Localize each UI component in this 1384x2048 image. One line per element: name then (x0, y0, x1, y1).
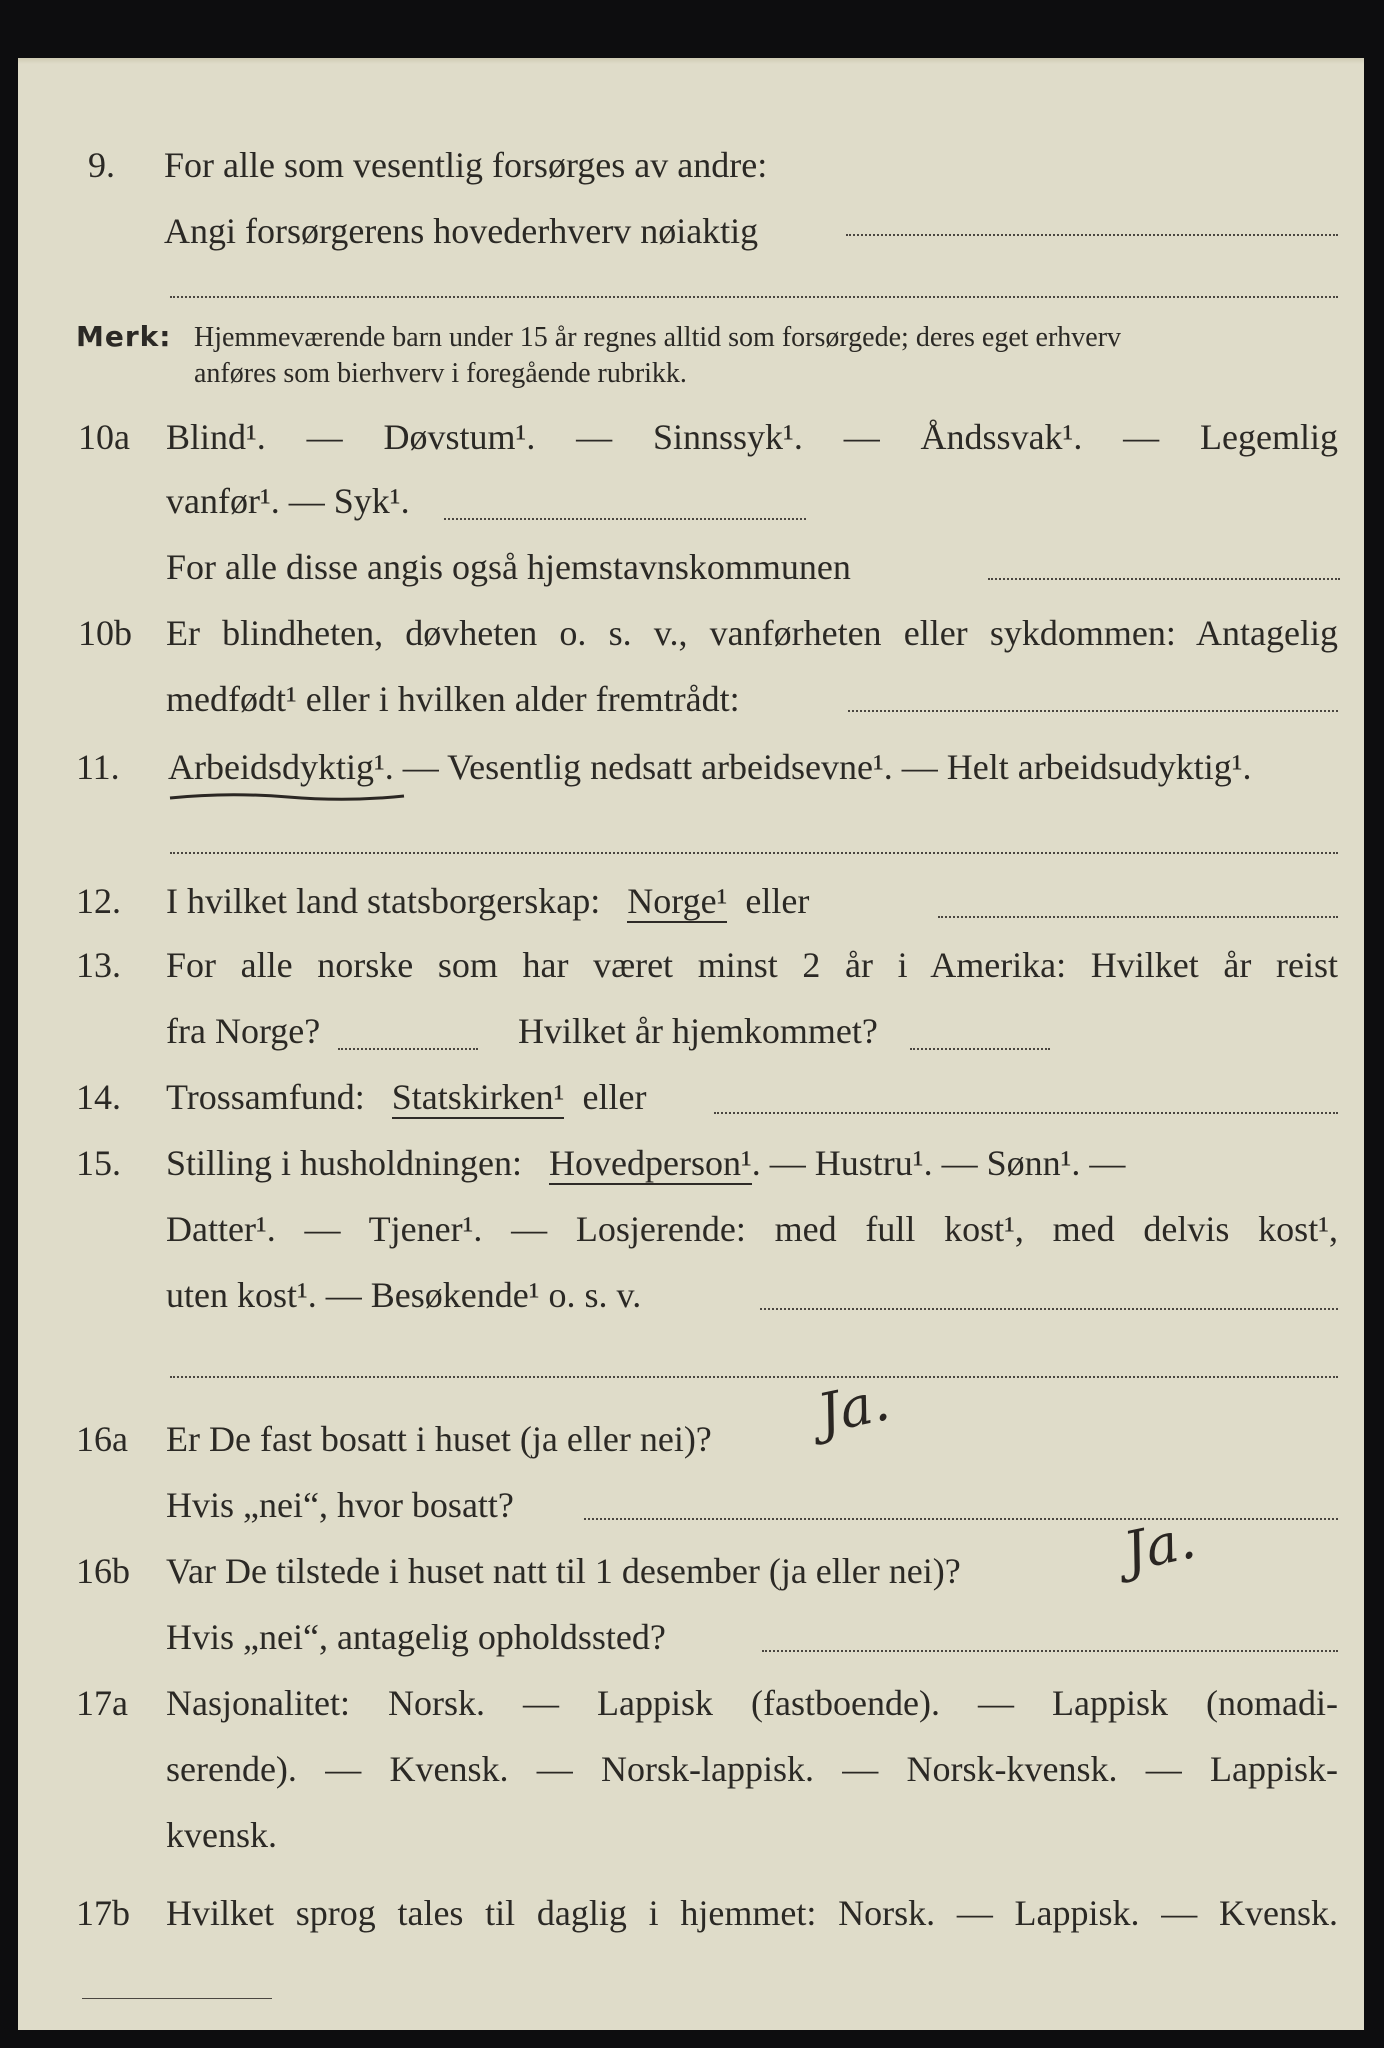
q14-prefix: Trossamfund: (166, 1077, 365, 1117)
q15-line2: Datter¹. — Tjener¹. — Losjerende: med full kost¹, med delvis kost¹, (166, 1209, 1338, 1249)
item-number: 17a (76, 1683, 128, 1723)
answer-dotted-line[interactable] (938, 916, 1338, 918)
q14-suffix: eller (582, 1077, 647, 1117)
answer-dotted-line[interactable] (760, 1308, 1338, 1310)
q15-line1 (166, 1142, 1125, 1184)
answer-dotted-line[interactable] (910, 1048, 1050, 1050)
q12-suffix: eller (745, 881, 810, 921)
note-line1: Hjemmeværende barn under 15 år regnes alltid som forsørgede; deres eget erhverv (194, 322, 1122, 353)
q12-prefix: I hvilket land statsborgerskap: (166, 881, 601, 921)
q16a-line1: Er De fast bosatt i huset (ja eller nei)? (166, 1419, 712, 1459)
q10b-line1: Er blindheten, døvheten o. s. v., vanførheten eller sykdommen: Antagelig (166, 613, 1338, 653)
q11-rest: . — Vesentlig nedsatt arbeidsevne¹. — Helt arbeidsudyktig¹. (384, 747, 1252, 787)
item-number: 12. (76, 881, 121, 921)
q13-line1: For alle norske som har været minst 2 år i Amerika: Hvilket år reist (166, 945, 1338, 985)
answer-dotted-line[interactable] (584, 1518, 1338, 1520)
q17a-line3: kvensk. (166, 1815, 277, 1855)
q15-line3: uten kost¹. — Besøkende¹ o. s. v. (166, 1275, 642, 1315)
q15-prefix: Stilling i husholdningen: (166, 1143, 523, 1183)
answer-dotted-line[interactable] (988, 578, 1340, 580)
answer-dotted-line[interactable] (846, 234, 1338, 236)
answer-dotted-line[interactable] (714, 1112, 1338, 1114)
answer-dotted-line[interactable] (762, 1650, 1338, 1652)
selected-option: Hovedperson¹ (549, 1143, 752, 1183)
answer-dotted-line[interactable] (444, 518, 806, 520)
q10a-line1: Blind¹. — Døvstum¹. — Sinnssyk¹. — Åndssvak¹. — Legemlig (166, 417, 1338, 457)
q16b-line1: Var De tilstede i huset natt til 1 desember (ja eller nei)? (166, 1551, 961, 1591)
handwritten-answer: Ja. (1118, 1507, 1201, 1584)
item-number: 16b (76, 1551, 130, 1591)
q17b-line1: Hvilket sprog tales til daglig i hjemmet: Norsk. — Lappisk. — Kvensk. (166, 1893, 1338, 1933)
answer-dotted-line[interactable] (848, 710, 1338, 712)
hand-underline-mark (168, 790, 408, 804)
note-line2: anføres som bierhverv i foregående rubrikk. (194, 358, 687, 389)
answer-dotted-line[interactable] (338, 1048, 478, 1050)
q16b-line2: Hvis „nei“, antagelig opholdssted? (166, 1617, 666, 1657)
item-number: 11. (76, 747, 120, 787)
answer-dotted-line[interactable] (170, 1376, 1338, 1378)
q15-rest: . — Hustru¹. — Sønn¹. — (751, 1143, 1126, 1183)
item-number: 9. (88, 145, 115, 185)
handwritten-answer: Ja. (812, 1369, 895, 1446)
item-number: 15. (76, 1143, 121, 1183)
item-number: 16a (76, 1419, 128, 1459)
answer-dotted-line[interactable] (170, 852, 1338, 854)
census-form-page (18, 58, 1364, 2030)
answer-dotted-line[interactable] (170, 296, 1338, 298)
item-number: 10a (78, 417, 130, 457)
q17a-line1: Nasjonalitet: Norsk. — Lappisk (fastboende). — Lappisk (nomadi- (166, 1683, 1338, 1723)
q12-line (166, 880, 809, 922)
item-number: 10b (78, 613, 132, 653)
q17a-line2: serende). — Kvensk. — Norsk-lappisk. — Norsk-kvensk. — Lappisk- (166, 1749, 1338, 1789)
q10a-line3: For alle disse angis også hjemstavnskommunen (166, 547, 851, 587)
selected-option: Statskirken¹ (391, 1077, 565, 1117)
selected-option: Norge¹ (627, 881, 728, 921)
page-edge (18, 58, 1364, 64)
q13-line2a: fra Norge? (166, 1011, 321, 1051)
q13-line2b: Hvilket år hjemkommet? (518, 1011, 878, 1051)
q14-line (166, 1076, 646, 1118)
q9-line2: Angi forsørgerens hovederhverv nøiaktig (164, 211, 759, 251)
footnote-rule (82, 1998, 272, 1999)
item-number: 14. (76, 1077, 121, 1117)
q10b-line2: medfødt¹ eller i hvilken alder fremtrådt: (166, 679, 740, 719)
q9-line1: For alle som vesentlig forsørges av andre: (164, 145, 768, 185)
item-number: 17b (76, 1893, 130, 1933)
q10a-line2: vanfør¹. — Syk¹. (166, 481, 410, 521)
note-label: Merk: (76, 320, 172, 353)
q16a-line2: Hvis „nei“, hvor bosatt? (166, 1485, 514, 1525)
selected-option: Arbeidsdyktig¹ (168, 747, 385, 787)
item-number: 13. (76, 945, 121, 985)
q11-line (168, 746, 1252, 788)
